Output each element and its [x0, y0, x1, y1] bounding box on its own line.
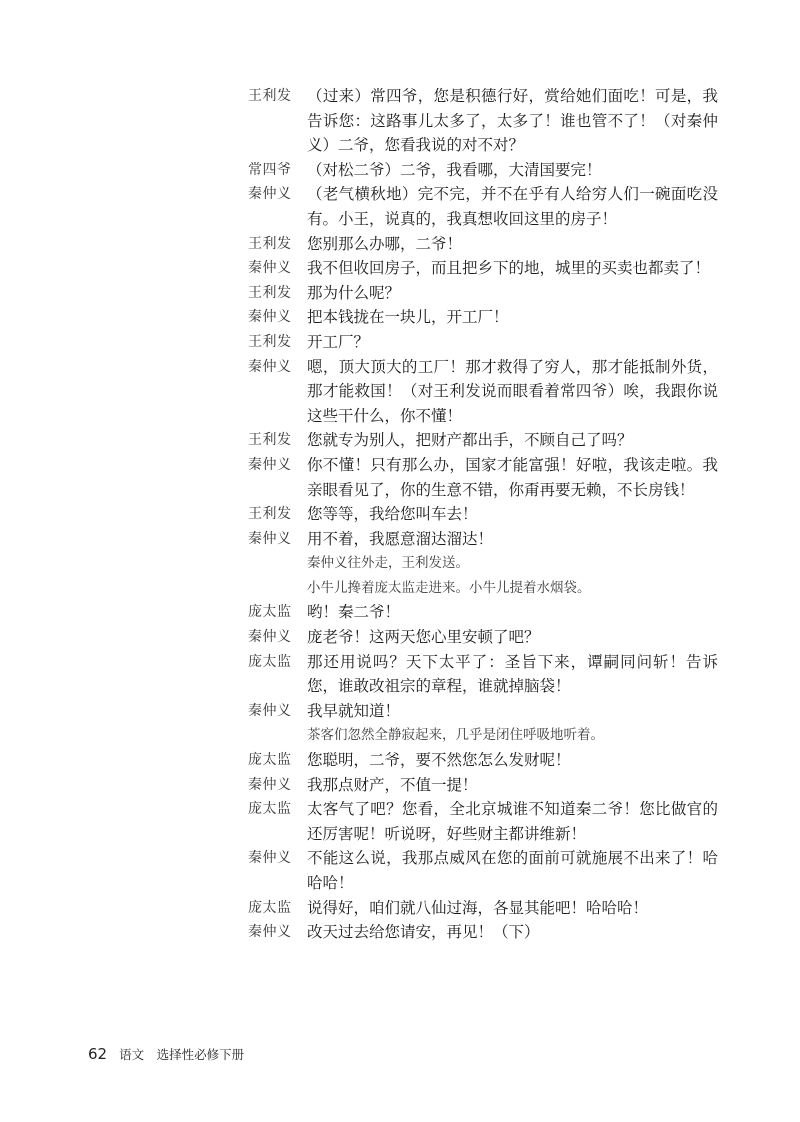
dialogue-text: 您别那么办哪，二爷！	[307, 234, 463, 253]
dialogue-line	[248, 650, 718, 699]
speaker-name: 庞太监	[248, 899, 292, 916]
speaker-name: 王利发	[248, 88, 292, 104]
dialogue-line	[248, 502, 718, 527]
dialogue-text: 哟！秦二爷！	[307, 603, 401, 622]
dialogue-line	[248, 355, 718, 429]
dialogue-text: 改天过去给您请安，再见！（下）	[307, 923, 540, 942]
dialogue-line	[248, 846, 718, 895]
dialogue-line	[248, 256, 718, 281]
dialogue-text: 您聪明，二爷，要不然您怎么发财呢！	[307, 751, 571, 770]
dialogue-line	[248, 773, 718, 798]
dialogue-text: 那还用说吗？天下太平了：圣旨下来，谭嗣同问斩！告诉您，谁敢改祖宗的章程，谁就掉脑袋！	[307, 652, 718, 696]
speaker-name: 秦仲义	[248, 530, 292, 547]
speaker-name: 王利发	[248, 333, 292, 350]
speaker-name: 秦仲义	[248, 456, 292, 473]
dialogue-text: 把本钱拢在一块儿，开工厂！	[307, 308, 509, 327]
speaker-name: 王利发	[248, 432, 292, 449]
speaker-name: 秦仲义	[248, 629, 292, 646]
dialogue-text: 我那点财产，不值一提！	[307, 775, 478, 794]
speaker-name: 秦仲义	[248, 309, 292, 326]
dialogue-text: 用不着，我愿意溜达溜达！	[307, 529, 494, 548]
dialogue-line	[248, 748, 718, 773]
dialogue-line	[248, 232, 718, 257]
dialogue-text: 说得好，咱们就八仙过海，各显其能吧！哈哈哈！	[307, 898, 649, 917]
speaker-name: 秦仲义	[248, 924, 292, 941]
speaker-name: 常四爷	[248, 161, 292, 178]
stage-direction: 茶客们忽然全静寂起来，几乎是闭住呼吸地听着。	[307, 727, 604, 744]
dialogue-text: 不能这么说，我那点威风在您的面前可就施展不出来了！哈哈哈！	[307, 849, 718, 892]
dialogue-text: 太客气了吧？您看，全北京城谁不知道秦二爷！您比做官的还厉害呢！听说呀，好些财主都讲维新！	[307, 800, 718, 843]
dialogue-text: 您等等，我给您叫车去！	[307, 505, 478, 524]
dialogue-text: 那为什么呢？	[307, 283, 401, 302]
dialogue-line	[248, 84, 718, 158]
dialogue-text: 嗯，顶大顶大的工厂！那才救得了穷人，那才能抵制外货，那才能救国！（对王利发说而眼看着常四爷）唉，我跟你说这些干什么，你不懂！	[307, 357, 718, 425]
speaker-name: 王利发	[248, 235, 292, 252]
dialogue-line	[248, 182, 718, 231]
speaker-name: 王利发	[248, 284, 292, 301]
dialogue-line	[248, 158, 718, 183]
speaker-name: 秦仲义	[248, 186, 292, 203]
dialogue-line	[248, 305, 718, 330]
dialogue-text: 您就专为别人，把财产都出手，不顾自己了吗？	[307, 431, 633, 450]
dialogue-line	[248, 797, 718, 846]
dialogue-line	[248, 428, 718, 453]
speaker-name: 秦仲义	[248, 702, 292, 719]
dialogue-line	[248, 527, 718, 552]
dialogue-text: 你不懂！只有那么办，国家才能富强！好啦，我该走啦。我亲眼看见了，你的生意不错，你甭再要无赖，不长房钱！	[307, 455, 718, 499]
dialogue-text: 我不但收回房子，而且把乡下的地，城里的买卖也都卖了！	[307, 259, 711, 278]
speaker-name: 庞太监	[248, 653, 292, 670]
speaker-name: 秦仲义	[248, 358, 292, 375]
dialogue-line	[248, 896, 718, 921]
speaker-name: 秦仲义	[248, 850, 292, 867]
dialogue-line	[248, 330, 718, 355]
speaker-name: 庞太监	[248, 752, 292, 769]
stage-direction: 秦仲义往外走，王利发送。	[307, 555, 469, 572]
speaker-name: 秦仲义	[248, 776, 292, 793]
stage-direction: 小牛儿搀着庞太监走进来。小牛儿提着水烟袋。	[307, 579, 591, 596]
dialogue-text: 庞老爷！这两天您心里安顿了吧？	[307, 628, 540, 647]
dialogue-text: （对松二爷）二爷，我看哪，大清国要完！	[307, 160, 602, 179]
dialogue-line	[248, 625, 718, 650]
speaker-name: 秦仲义	[248, 260, 292, 277]
dialogue-line	[248, 453, 718, 502]
dialogue-text: （过来）常四爷，您是积德行好，赏给她们面吃！可是，我告诉您：这路事儿太多了，太多了！谁也管不了！（对秦仲义）二爷，您看我说的对不对？	[307, 87, 718, 155]
page-footer	[88, 1045, 244, 1063]
speaker-name: 庞太监	[248, 604, 292, 621]
dialogue-text: 开工厂？	[307, 332, 370, 351]
speaker-name: 王利发	[248, 506, 292, 523]
play-script	[248, 84, 718, 945]
book-title: 语文 选择性必修下册	[119, 1047, 245, 1062]
page-number: 62	[88, 1045, 108, 1063]
dialogue-text: （老气横秋地）完不完，并不在乎有人给穷人们一碗面吃没有。小王，说真的，我真想收回这里的房子！	[307, 185, 718, 228]
speaker-name: 庞太监	[248, 801, 292, 818]
dialogue-line	[248, 600, 718, 625]
dialogue-text: 我早就知道！	[307, 701, 401, 720]
dialogue-line	[248, 281, 718, 306]
dialogue-line	[248, 920, 718, 945]
dialogue-line	[248, 699, 718, 724]
